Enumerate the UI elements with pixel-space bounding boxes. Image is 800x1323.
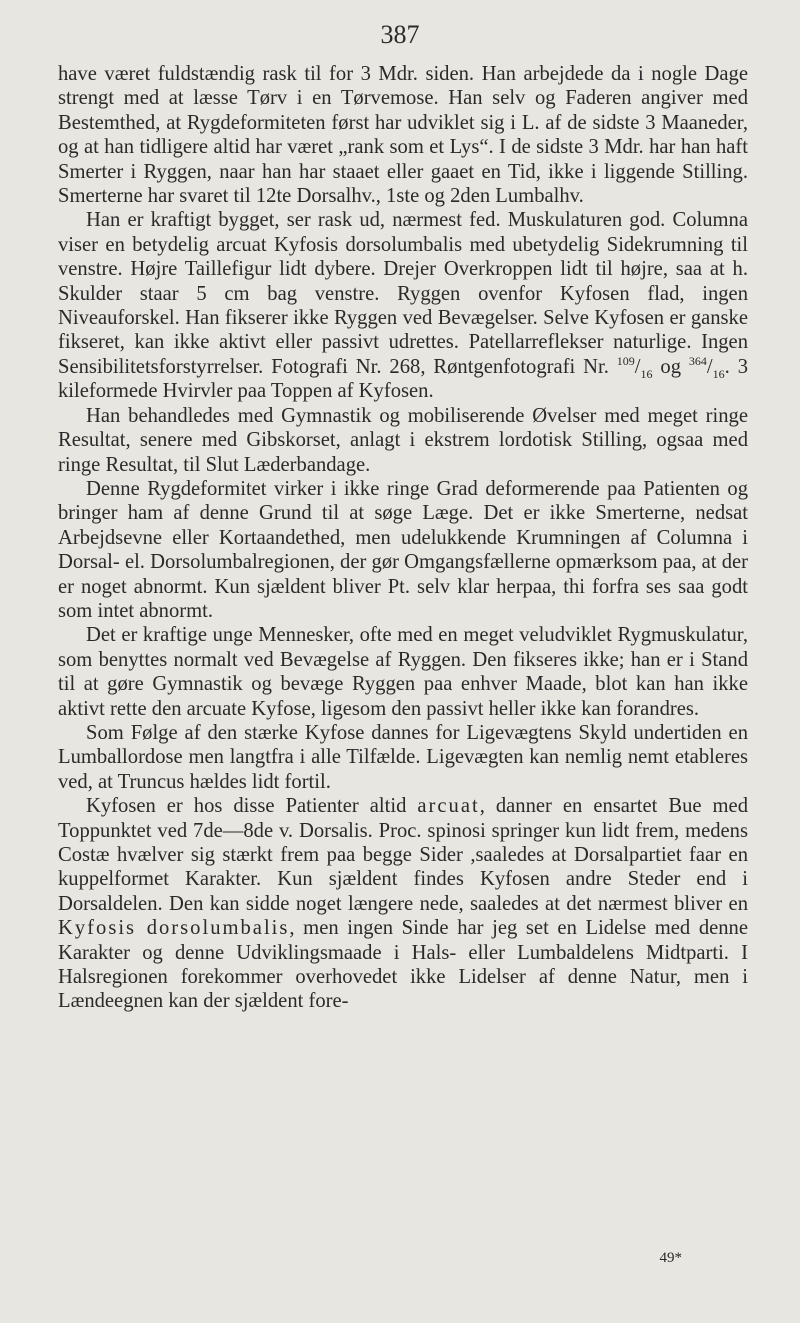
paragraph-last [58, 794, 748, 1014]
paragraph: Han behandledes med Gymnastik og mobiliserende Øvelser med meget ringe Resultat, senere med Gibskorset, anlagt i ekstrem lordotisk Stilling, ogsaa med ringe Resultat, til Slut Læderbandage. [58, 404, 748, 476]
page-number: 387 [380, 20, 420, 49]
paragraph-tail: . 3 kileformede Hvirvler paa Toppen af Kyfosen. [58, 355, 749, 403]
fraction-denominator: 16 [712, 366, 725, 381]
paragraph: Det er kraftige unge Mennesker, ofte med en meget veludviklet Rygmuskulatur, som benyttes normalt ved Bevægelse af Ryggen. Den fikseres ikke; han er i Stand til at gøre Gymnastik og bevæge Ryggen paa enhver Maade, blot kan han ikke aktivt rette den arcuate Kyfose, ligesom den passivt heller ikke kan forandres. [58, 624, 748, 720]
text-run: Kyfosen er hos disse Patienter altid [86, 795, 418, 818]
fraction-denominator: 16 [640, 366, 653, 381]
spaced-term: Kyfosis dorsolumbalis [58, 917, 290, 940]
fraction-numerator: 109 [616, 354, 635, 369]
paragraph: Som Følge af den stærke Kyfose dannes for Ligevægtens Skyld undertiden en Lumballordose men langtfra i alle Tilfælde. Ligevægten kan nemlig nemt etableres ved, at Truncus hældes lidt fortil. [58, 721, 748, 793]
paragraph-text: Han er kraftigt bygget, ser rask ud, nærmest fed. Muskulaturen god. Columna viser en betydelig arcuat Kyfosis dorsolumbalis med ubetydelig Sidekrumning til venstre. Højre Taillefigur lidt dybere. Drejer Overkroppen lidt til højre, saa at h. Skulder staar 5 cm bag venstre. Ryggen ovenfor Kyfosen flad, ingen Niveauforskel. Han fikserer ikke Ryggen ved Bevægelser. Selve Kyfosen er ganske fikseret, kan ikke aktivt eller passivt udrettes. Patellarreflekser naturlige. Ingen Sensibilitetsforstyrrelser. Fotografi Nr. 268, Røntgenfotografi Nr. [58, 209, 748, 378]
body-text [58, 62, 748, 1014]
paragraph-with-fractions: Han er kraftigt bygget, ser rask ud, nærmest fed. Muskulaturen god. Columna viser en betydelig arcuat Kyfosis dorsolumbalis med ubetydelig Sidekrumning til venstre. Højre Taillefigur lidt dybere. Drejer Overkroppen lidt til højre, saa at h. Skulder staar 5 cm bag venstre. Ryggen ovenfor Kyfosen flad, ingen Niveauforskel. Han fikserer ikke Ryggen ved Bevægelser. Selve Kyfosen er ganske fikseret, kan ikke aktivt eller passivt udrettes. Patellarreflekser naturlige. Ingen Sensibilitetsforstyrrelser. Fotografi Nr. 268, Røntgenfotografi Nr. $^{109}/_{16}$ og $^{364}/_{16}$. 3 kileformede Hvirvler paa Toppen af Kyfosen. [58, 209, 749, 403]
spaced-term: arcuat [417, 795, 480, 818]
fraction-numerator: 364 [688, 354, 707, 369]
signature-mark: 49* [659, 1250, 682, 1266]
text-run: , men ingen Sinde har jeg set en Lidelse med denne Karakter og denne Udviklingsmaade i Hals- eller Lumbaldelens Midtparti. I Halsregionen forekommer overhovedet ikke Lidelser af denne Natur, men i Lændeegnen kan der sjældent fore- [58, 917, 748, 1013]
text-run: , danner en ensartet Bue med Toppunktet ved 7de—8de v. Dorsalis. Proc. spinosi springer kun lidt frem, medens Costæ hvælver sig stærkt frem paa begge Sider ,saaledes at Dorsalpartiet faar en kuppelformet Karakter. Kun sjældent findes Kyfosen andre Steder end i Dorsaldelen. Den kan sidde noget længere nede, saaledes at det nærmest bliver en [58, 795, 748, 915]
paragraph: Denne Rygdeformitet virker i ikke ringe Grad deformerende paa Patienten og bringer ham af denne Grund til at søge Læge. Det er ikke Smerterne, nedsat Arbejdsevne eller Kortaandethed, men udelukkende Krumningen af Columna i Dorsal- el. Dorsolumbalregionen, der gør Omgangsfællerne opmærksom paa, at der er noget abnormt. Kun sjældent bliver Pt. selv klar herpaa, thi forfra ses saa godt som intet abnormt. [58, 477, 748, 622]
connector-text: og [652, 355, 689, 378]
paragraph: have været fuldstændig rask til for 3 Mdr. siden. Han arbejdede da i nogle Dage strengt med at læsse Tørv i en Tørvemose. Han selv og Faderen angiver med Bestemthed, at Rygdeformiteten først har udviklet sig i L. af de sidste 3 Maaneder, og at han tidligere altid har været „rank som et Lys“. I de sidste 3 Mdr. har han haft Smerter i Ryggen, naar han har staaet eller gaaet en Tid, ikke i liggende Stilling. Smerterne har svaret til 12te Dorsalhv., 1ste og 2den Lumbalhv. [58, 63, 748, 208]
